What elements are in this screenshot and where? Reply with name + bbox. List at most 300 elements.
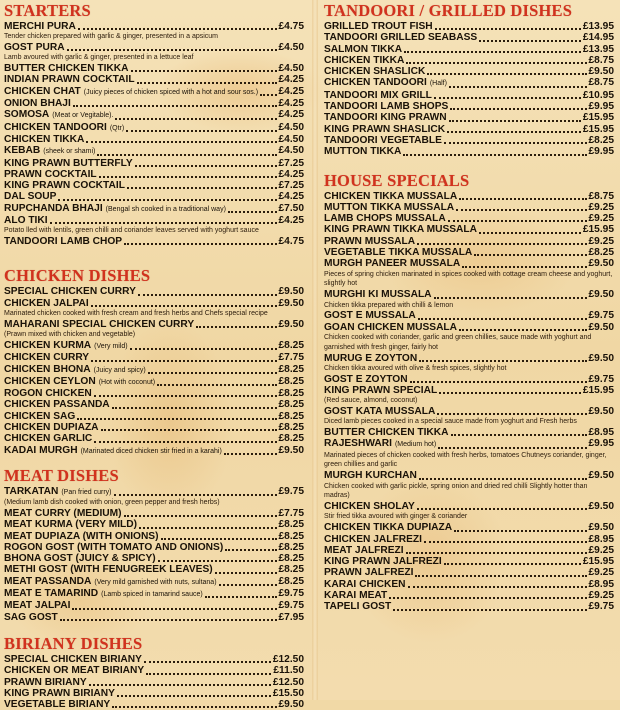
dot-leader — [415, 575, 586, 577]
dot-leader — [58, 199, 276, 201]
dot-leader — [73, 105, 277, 107]
item-price: £15.95 — [582, 112, 614, 124]
dot-leader — [228, 211, 277, 213]
item-name: SPECIAL CHICKEN BIRIANY — [4, 653, 142, 665]
menu-item — [4, 169, 304, 180]
dot-leader — [419, 478, 587, 480]
item-description: Lamb avoured with garlic & ginger, presented in a lettuce leaf — [4, 54, 194, 62]
menu-item — [4, 42, 304, 53]
menu-item — [4, 74, 304, 85]
item-name: SOMOSA — [4, 109, 50, 121]
item-price: £7.75 — [278, 507, 304, 519]
item-name: ONION BHAJI — [4, 98, 71, 110]
item-name: TAPELI GOST — [324, 601, 392, 613]
item-price: £9.75 — [588, 373, 614, 385]
item-price: £13.95 — [582, 21, 614, 32]
menu-item — [4, 340, 304, 352]
item-price: £8.25 — [278, 363, 304, 375]
item-price: £9.50 — [588, 501, 614, 513]
dot-leader — [72, 608, 276, 610]
item-name: ROGON CHICKEN — [4, 388, 92, 400]
menu-item — [324, 501, 614, 512]
menu-item — [4, 319, 304, 330]
dot-leader — [67, 49, 277, 51]
menu-item — [324, 438, 614, 450]
dot-leader — [434, 97, 581, 99]
dot-leader — [404, 51, 581, 53]
section-chicken-dishes — [4, 267, 304, 456]
item-name: TANDOORI GRILLED SEABASS — [324, 32, 478, 44]
dot-leader — [427, 73, 586, 75]
menu-item — [4, 486, 304, 498]
item-price: £8.95 — [588, 427, 614, 439]
section-biriany-dishes — [4, 635, 304, 710]
section-title: STARTERS — [4, 1, 91, 20]
item-name: MUTTON TIKKA — [324, 146, 402, 158]
menu-item — [4, 180, 304, 191]
menu-item — [4, 519, 304, 530]
dot-leader — [260, 94, 276, 96]
item-price: £15.95 — [582, 556, 614, 568]
section-meat-dishes — [4, 467, 304, 623]
item-price: £4.75 — [278, 236, 304, 248]
dot-leader — [434, 297, 587, 299]
dot-leader — [137, 82, 277, 84]
menu-item — [4, 134, 304, 145]
menu-item — [4, 399, 304, 410]
dot-leader — [219, 584, 277, 586]
item-name: PRAWN JALFREZI — [324, 567, 414, 579]
dot-leader — [124, 515, 277, 517]
item-price: £9.50 — [278, 444, 304, 456]
menu-item — [4, 531, 304, 542]
dot-leader — [97, 154, 276, 156]
menu-item — [4, 109, 304, 121]
dot-leader — [146, 673, 271, 675]
dot-leader — [449, 120, 581, 122]
dot-leader — [94, 395, 277, 397]
dot-leader — [117, 695, 271, 697]
item-price: £8.75 — [588, 54, 614, 66]
item-price: £15.50 — [272, 687, 304, 699]
menu-item — [4, 203, 304, 215]
item-price: £4.25 — [278, 74, 304, 86]
right-column — [324, 0, 614, 700]
item-description: (Medium lamb dish cooked with onion, green pepper and fresh herbs) — [4, 499, 220, 507]
menu-item — [4, 699, 304, 710]
dot-leader — [77, 418, 276, 420]
item-price: £7.25 — [278, 157, 304, 169]
dot-leader — [91, 360, 276, 362]
dot-leader — [418, 318, 587, 320]
item-price: £8.25 — [278, 541, 304, 553]
item-price: £4.25 — [278, 191, 304, 203]
item-name: TARKATAN — [4, 485, 59, 497]
section-title: TANDOORI / GRILLED DISHES — [324, 1, 573, 20]
menu-item — [324, 21, 614, 32]
dot-leader — [459, 198, 586, 200]
menu-item — [324, 310, 614, 321]
menu-item — [324, 289, 614, 300]
item-price: £8.25 — [588, 247, 614, 259]
dot-leader — [86, 141, 276, 143]
dot-leader — [224, 453, 277, 455]
item-name: CHICKEN TIKKA — [324, 54, 405, 66]
item-name: CHICKEN TIKKA — [4, 133, 85, 145]
item-name: KING PRAWN BUTTERFLY — [4, 157, 133, 169]
item-name: MEAT DUPIAZA (WITH ONIONS) — [4, 530, 159, 542]
menu-item — [4, 588, 304, 600]
item-price: £15.95 — [582, 384, 614, 396]
item-description: Marinated chicken cooked with fresh cream and fresh herbs and Chefs special recipe — [4, 310, 268, 318]
section-house-specials — [324, 172, 614, 613]
dot-leader — [124, 243, 276, 245]
item-price: £7.95 — [278, 611, 304, 623]
dot-leader — [449, 86, 587, 88]
item-note: (Qtr) — [109, 124, 125, 132]
item-name: GOST PURA — [4, 42, 65, 54]
item-name: KARAI CHICKEN — [324, 578, 406, 590]
dot-leader — [157, 384, 276, 386]
dot-leader — [479, 40, 581, 42]
item-note: (Pan fried curry) — [61, 488, 112, 496]
item-note: (Very mild) — [94, 342, 128, 350]
item-list — [4, 486, 304, 623]
item-name: CHICKEN JALPAI — [4, 297, 89, 309]
item-price: £7.25 — [278, 180, 304, 192]
item-price: £9.25 — [588, 201, 614, 213]
item-name: SPECIAL CHICKEN CURRY — [4, 286, 136, 298]
item-name: INDIAN PRAWN COCKTAIL — [4, 74, 135, 86]
dot-leader — [130, 348, 277, 350]
item-price: £9.95 — [588, 101, 614, 113]
item-price: £4.25 — [278, 98, 304, 110]
dot-leader — [89, 684, 271, 686]
item-note: (Medium hot) — [394, 441, 437, 449]
dot-leader — [444, 142, 587, 144]
item-name: MURGH PANEER MUSSALA — [324, 258, 461, 270]
item-price: £9.95 — [588, 146, 614, 158]
dot-leader — [50, 222, 277, 224]
item-price: £15.95 — [582, 224, 614, 236]
item-note: (Meat or Vegitable). — [52, 112, 114, 120]
item-price: £9.50 — [588, 289, 614, 301]
menu-item — [4, 654, 304, 665]
item-description: Diced lamb pieces cooked in a special sauce made from yoghurt and Fresh herbs — [324, 418, 577, 426]
item-name: KING PRAWN BIRIANY — [4, 687, 115, 699]
section-title: MEAT DISHES — [4, 465, 119, 485]
menu-item — [324, 470, 614, 481]
item-note: (sheek or shami) — [43, 148, 96, 156]
item-price: £8.75 — [588, 77, 614, 89]
menu-item — [324, 112, 614, 123]
item-name: GOST KATA MUSSALA — [324, 406, 436, 417]
item-price: £9.75 — [588, 310, 614, 322]
item-price: £9.25 — [588, 567, 614, 579]
item-name: PRAWN BIRIANY — [4, 676, 87, 688]
item-price: £8.25 — [278, 564, 304, 576]
item-name: CHICKEN CEYLON — [4, 375, 96, 387]
dot-leader — [112, 407, 277, 409]
item-name: KING PRAWN SPECIAL — [324, 384, 438, 396]
menu-item — [324, 406, 614, 417]
menu-item — [4, 376, 304, 388]
item-price: £4.50 — [278, 145, 304, 157]
menu-item — [324, 90, 614, 101]
dot-leader — [139, 527, 277, 529]
menu-item — [324, 101, 614, 112]
item-name: BUTTER CHICKEN TIKKA — [4, 63, 129, 75]
item-name: CHICKEN PASSANDA — [4, 399, 110, 411]
item-name: CHICKEN TANDOORI — [4, 121, 107, 133]
item-price: £8.75 — [588, 190, 614, 202]
dot-leader — [101, 429, 277, 431]
menu-item — [4, 298, 304, 309]
dot-leader — [196, 326, 276, 328]
dot-leader — [459, 329, 586, 331]
item-note: (Lamb spiced in tamarind sauce) — [101, 591, 203, 599]
dot-leader — [60, 619, 277, 621]
item-price: £9.95 — [588, 438, 614, 450]
dot-leader — [99, 176, 277, 178]
item-name: CHICKEN GARLIC — [4, 433, 93, 445]
menu-item — [4, 665, 304, 676]
menu-item — [4, 612, 304, 623]
item-name: CHICKEN OR MEAT BIRIANY — [4, 665, 145, 677]
menu-item — [4, 600, 304, 611]
item-name: METHI GOST (WITH FENUGREEK LEAVES) — [4, 564, 213, 576]
menu-item — [324, 427, 614, 438]
menu-item — [324, 567, 614, 578]
item-price: £13.95 — [582, 43, 614, 55]
menu-item — [4, 445, 304, 457]
item-name: KING PRAWN TIKKA MUSSALA — [324, 224, 477, 236]
item-price: £9.25 — [588, 590, 614, 602]
section-title: BIRIANY DISHES — [4, 633, 143, 653]
item-price: £7.50 — [278, 202, 304, 214]
item-name: KING PRAWN COCKTAIL — [4, 180, 125, 192]
menu-item — [324, 213, 614, 224]
item-list — [324, 21, 614, 158]
item-price: £8.25 — [278, 553, 304, 565]
item-price: £8.25 — [278, 399, 304, 411]
item-price: £4.50 — [278, 121, 304, 133]
item-price: £15.95 — [582, 123, 614, 135]
item-price: £9.50 — [588, 352, 614, 364]
item-price: £9.25 — [588, 544, 614, 556]
item-price: £9.50 — [588, 258, 614, 270]
dot-leader — [138, 294, 277, 296]
dot-leader — [450, 108, 586, 110]
menu-item — [324, 353, 614, 364]
menu-item — [324, 590, 614, 601]
dot-leader — [474, 254, 586, 256]
menu-item — [324, 77, 614, 89]
item-price: £9.50 — [588, 470, 614, 482]
dot-leader — [161, 538, 277, 540]
dot-leader — [451, 434, 587, 436]
item-price: £4.50 — [278, 63, 304, 75]
menu-item — [4, 542, 304, 553]
item-price: £9.50 — [588, 406, 614, 417]
item-price: £8.25 — [278, 575, 304, 587]
item-price: £12.50 — [272, 676, 304, 688]
item-name: TANDOORI LAMB SHOPS — [324, 101, 449, 113]
item-name: CHICKEN SHOLAY — [324, 501, 415, 513]
dot-leader — [215, 572, 277, 574]
dot-leader — [437, 413, 586, 415]
item-price: £11.50 — [273, 665, 304, 677]
item-name: MEAT E TAMARIND — [4, 588, 99, 600]
item-price: £8.25 — [278, 519, 304, 531]
item-price: £9.50 — [278, 318, 304, 330]
dot-leader — [456, 209, 586, 211]
menu-item — [324, 522, 614, 533]
dot-leader — [148, 372, 277, 374]
menu-item — [324, 322, 614, 333]
dot-leader — [448, 220, 587, 222]
item-note: (Juicy pieces of chicken spiced with a hot and sour sos.) — [83, 88, 259, 96]
item-note: (Bengal sh cooked in a traditional way) — [105, 205, 226, 213]
item-name: KARAI MEAT — [324, 590, 388, 602]
item-name: KEBAB — [4, 145, 41, 157]
menu-item — [324, 579, 614, 590]
column-divider — [312, 0, 318, 700]
item-name: TANDOORI VEGETABLE — [324, 134, 442, 146]
menu-item — [324, 545, 614, 556]
item-description: Tender chicken prepared with garlic & ginger, presented in a apsicum — [4, 33, 219, 41]
dot-leader — [410, 381, 587, 383]
item-description: Chicken cooked with coriander, garlic and green chillies, sauce made with yoghurt and garnished with fresh ginger, fairly hot — [324, 333, 592, 351]
dot-leader — [225, 549, 276, 551]
item-name: GOST E ZOYTON — [324, 373, 408, 385]
item-name: TANDOORI KING PRAWN — [324, 112, 447, 124]
item-name: CHICKEN TANDOORI — [324, 77, 427, 89]
item-name: CHICKEN JALFREZI — [324, 533, 422, 545]
dot-leader — [127, 187, 277, 189]
item-name: GOAN CHICKEN MUSSALA — [324, 321, 458, 333]
menu-item — [4, 508, 304, 519]
item-name: CHICKEN DUPIAZA — [4, 422, 99, 433]
menu-item — [324, 32, 614, 43]
item-price: £8.25 — [278, 410, 304, 422]
item-name: VEGETABLE TIKKA MUSSALA — [324, 247, 473, 259]
menu-item — [324, 258, 614, 269]
dot-leader — [144, 661, 271, 663]
item-name: MURUG E ZOYTON — [324, 352, 418, 364]
menu-item — [4, 388, 304, 399]
item-name: KING PRAWN JALFREZI — [324, 556, 442, 568]
item-list — [324, 191, 614, 613]
item-name: CHICKEN BHONA — [4, 363, 91, 375]
item-name: MUTTON TIKKA MUSSALA — [324, 201, 455, 213]
item-name: GRILLED TROUT FISH — [324, 21, 433, 32]
menu-item — [4, 352, 304, 363]
menu-item — [324, 224, 614, 235]
dot-leader — [454, 530, 586, 532]
item-name: CHICKEN CHAT — [4, 85, 81, 97]
section-title: HOUSE SPECIALS — [324, 170, 470, 190]
dot-leader — [94, 441, 276, 443]
item-list — [4, 21, 304, 247]
item-name: PRAWN COCKTAIL — [4, 168, 97, 180]
dot-leader — [406, 552, 587, 554]
item-price: £10.95 — [582, 89, 614, 101]
item-name: MEAT JALFREZI — [324, 544, 404, 556]
item-name: MAHARANI SPECIAL CHICKEN CURRY — [4, 318, 195, 330]
item-note: (Hot with coconut) — [98, 378, 156, 386]
menu-item — [324, 556, 614, 567]
item-price: £8.25 — [278, 530, 304, 542]
item-name: DAL SOUP — [4, 191, 57, 203]
item-name: CHICKEN SAG — [4, 410, 76, 422]
left-column — [4, 0, 304, 710]
item-price: £8.95 — [588, 533, 614, 545]
item-name: RUPCHANDA BHAJI — [4, 202, 103, 214]
dot-leader — [131, 70, 277, 72]
dot-leader — [439, 392, 581, 394]
menu-item — [4, 21, 304, 32]
item-price: £9.75 — [588, 601, 614, 613]
item-description: Chicken cooked with garlic pickle, spring onion and dried red chilli Slightly hotter than madras) — [324, 482, 588, 500]
section-title: CHICKEN DISHES — [4, 266, 151, 286]
item-name: MERCHI PURA — [4, 21, 76, 32]
menu-item — [324, 191, 614, 202]
item-price: £12.50 — [272, 653, 304, 665]
menu-item — [324, 66, 614, 77]
item-description: Stir fried tikka avoured with ginger & coriander — [324, 513, 468, 521]
item-name: MEAT CURRY (MEDIUM) — [4, 507, 122, 519]
item-price: £9.25 — [588, 235, 614, 247]
dot-leader — [447, 131, 581, 133]
item-name: CHICKEN TIKKA DUPIAZA — [324, 522, 453, 534]
dot-leader — [115, 118, 276, 120]
item-price: £8.25 — [588, 134, 614, 146]
item-price: £8.25 — [278, 339, 304, 351]
menu-item — [324, 385, 614, 396]
menu-item — [4, 553, 304, 564]
dot-leader — [479, 232, 581, 234]
menu-item — [324, 247, 614, 258]
dot-leader — [417, 243, 586, 245]
menu-item — [4, 564, 304, 575]
menu-item — [4, 145, 304, 157]
dot-leader — [408, 586, 587, 588]
item-note: (Juicy and spicy) — [93, 366, 146, 374]
item-price: £4.25 — [278, 85, 304, 97]
item-name: MURGH KURCHAN — [324, 470, 417, 482]
item-price: £9.25 — [588, 213, 614, 225]
menu-item — [4, 215, 304, 226]
section-starters — [4, 2, 304, 247]
dot-leader — [438, 447, 586, 449]
item-list — [4, 654, 304, 710]
item-note: (Half) — [429, 80, 447, 88]
dot-leader — [112, 706, 276, 708]
item-name: CHICKEN KURMA — [4, 339, 92, 351]
item-description: Chicken tikka prepared with chilli & lemon — [324, 301, 454, 309]
menu-item — [4, 191, 304, 202]
dot-leader — [135, 165, 277, 167]
item-name: MURGHI KI MUSSALA — [324, 289, 432, 301]
item-price: £9.75 — [278, 485, 304, 497]
item-price: £4.75 — [278, 21, 304, 32]
item-price: £9.50 — [278, 699, 304, 710]
item-price: £4.25 — [278, 168, 304, 180]
item-description: (Red sauce, almond, coconut) — [324, 397, 418, 405]
item-name: KING PRAWN SHASLICK — [324, 123, 446, 135]
item-name: BUTTER CHICKEN TIKKA — [324, 427, 449, 439]
